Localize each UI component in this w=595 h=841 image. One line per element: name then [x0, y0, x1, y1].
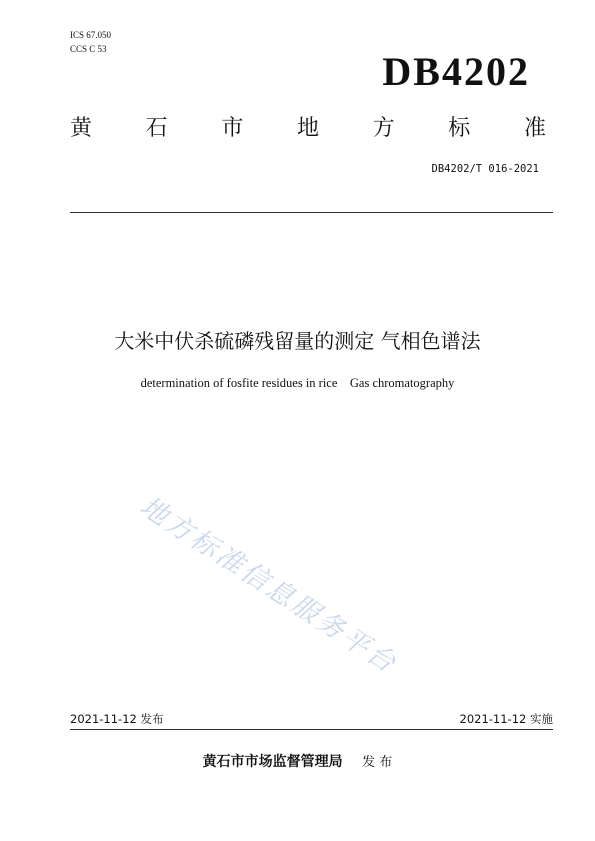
top-divider [70, 212, 553, 213]
bottom-divider [70, 729, 553, 730]
ccs-code: CCS C 53 [70, 44, 107, 54]
standard-type-char: 标 [448, 116, 471, 141]
standard-type-heading [70, 114, 546, 144]
standard-type-char: 石 [145, 116, 168, 141]
classification-codes [70, 28, 111, 56]
issuer-name: 黄石市市场监督管理局 [202, 754, 343, 770]
standard-code: DB4202 [382, 49, 530, 94]
ics-code: ICS 67.050 [70, 30, 112, 40]
title-english: determination of fosfite residues in rice Gas chromatography [140, 376, 455, 390]
issuer-suffix: 发 布 [362, 755, 393, 770]
standard-type-char: 市 [221, 116, 244, 141]
watermark-text: 地方标准信息服务平台 [134, 490, 403, 681]
implementation-date: 2021-11-12 实施 [459, 712, 553, 726]
watermark-area [134, 485, 515, 705]
standard-type-char: 方 [372, 116, 395, 141]
standard-type-char: 准 [523, 116, 546, 141]
issue-date: 2021-11-12 发布 [70, 712, 164, 726]
standard-type-char: 地 [296, 116, 319, 141]
title-chinese: 大米中伏杀硫磷残留量的测定 气相色谱法 [114, 329, 481, 353]
standard-type-char: 黄 [70, 116, 93, 141]
issuer-line [100, 752, 495, 773]
standard-number: DB4202/T 016-2021 [431, 163, 539, 175]
